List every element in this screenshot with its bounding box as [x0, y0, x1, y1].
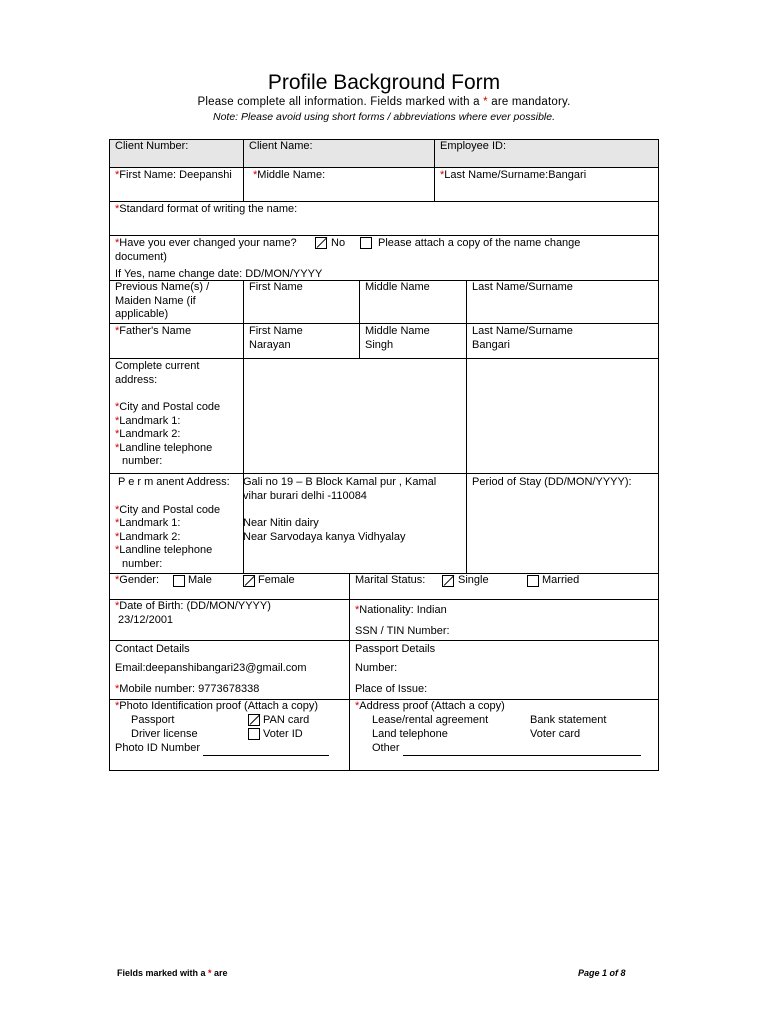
page-number: Page 1 of 8 [578, 968, 626, 978]
photo-id-number-field[interactable] [115, 742, 329, 756]
hline [109, 201, 659, 202]
father-middle-value: Singh [365, 338, 394, 351]
vline [434, 139, 435, 201]
changed-question-text: Have you ever changed your name? [119, 237, 297, 249]
landmark-1: *Landmark 1: [115, 414, 181, 427]
single-label: Single [458, 574, 489, 586]
dob-field[interactable]: *Date of Birth: (DD/MON/YYYY) 23/12/2001 [115, 600, 271, 626]
land-telephone-option[interactable]: Land telephone [372, 728, 448, 740]
no-checkbox[interactable] [315, 237, 327, 249]
client-name-label: Client Name: [249, 140, 313, 152]
standard-format-text: Standard format of writing the name: [119, 203, 298, 215]
perm-landline-number: number: [122, 557, 163, 570]
permanent-text: P e r m anent Address: [118, 476, 230, 488]
mobile-field[interactable]: *Mobile number: 9773678338 [115, 683, 260, 695]
footer-text: Fields marked with a [117, 968, 209, 978]
last-name-field[interactable]: *Last Name/Surname:Bangari [440, 169, 587, 181]
prev-last-name[interactable]: Last Name/Surname [472, 281, 573, 293]
fathers-name-label: *Father's Name [115, 325, 192, 337]
last-name-text: Last Name/Surname:Bangari [444, 169, 587, 181]
married-label: Married [542, 574, 580, 586]
header-row-shade [109, 139, 658, 167]
prev-names-line: applicable) [115, 308, 169, 320]
male-checkbox[interactable] [173, 575, 185, 587]
father-last-value: Bangari [472, 338, 510, 351]
driver-license-option: Driver license [131, 728, 198, 740]
middle-name-text: Middle Name: [257, 169, 326, 181]
first-name-field[interactable]: *First Name: Deepanshi [115, 169, 232, 181]
hline [109, 323, 659, 324]
name-change-date[interactable]: If Yes, name change date: DD/MON/YYYY [115, 268, 323, 280]
mobile-text: Mobile number: 9773678338 [119, 683, 260, 695]
permanent-address-value[interactable] [243, 476, 436, 544]
vline [466, 280, 467, 573]
hline [109, 139, 659, 140]
passport-option: Passport [131, 714, 175, 726]
landmark-2: *Landmark 2: [115, 428, 181, 440]
middle-name-field[interactable]: *Middle Name: [253, 169, 326, 181]
photo-id-number-label: Photo ID Number [115, 742, 200, 754]
perm-city-postal: *City and Postal code [115, 503, 221, 516]
address-proof-text: Address proof (Attach a copy) [359, 700, 505, 712]
instruction-text: Please complete all information. Fields marked with a [197, 96, 484, 108]
perm-landmark-2: *Landmark 2: [115, 530, 181, 543]
married-checkbox[interactable] [527, 575, 539, 587]
father-middle-name[interactable] [365, 325, 430, 352]
hline [109, 770, 659, 771]
nationality-text: Nationality: Indian [359, 604, 447, 616]
other-field[interactable] [372, 742, 641, 756]
vline [359, 280, 360, 358]
addr-line: Complete current [115, 360, 200, 372]
vline [243, 139, 244, 201]
email-field[interactable]: Email:deepanshibangari23@gmail.com [115, 662, 307, 674]
city-postal: *City and Postal code [115, 401, 221, 413]
addr-line: address: [115, 373, 158, 386]
perm-landmark-1: *Landmark 1: [115, 517, 181, 529]
prev-names-line: Previous Name(s) / [115, 281, 210, 293]
father-middle-label: Middle Name [365, 325, 430, 337]
place-of-issue-field[interactable]: Place of Issue: [355, 683, 428, 695]
passport-number-field[interactable]: Number: [355, 662, 398, 674]
instructions [0, 96, 768, 108]
contact-details-heading: Contact Details [115, 643, 190, 655]
gender-label: *Gender: [115, 574, 160, 586]
footer-note [117, 968, 228, 978]
hline [109, 235, 659, 236]
father-first-value: Narayan [249, 338, 291, 351]
landline: *Landline telephone [115, 441, 213, 454]
yes-checkbox[interactable] [360, 237, 372, 249]
hline [109, 358, 659, 359]
note: Note: Please avoid using short forms / abbreviations where ever possible. [212, 111, 555, 123]
footer-text-end: are [211, 968, 228, 978]
father-last-label: Last Name/Surname [472, 325, 573, 337]
perm-addr-line: vihar burari delhi -110084 [243, 489, 367, 502]
landline-number: number: [122, 455, 163, 467]
pan-card-checkbox[interactable] [248, 714, 260, 726]
fathers-name-text: Father's Name [119, 325, 192, 337]
employee-id-label: Employee ID: [440, 140, 507, 152]
first-name-text: First Name: Deepanshi [119, 169, 232, 181]
gender-text: Gender: [119, 574, 160, 586]
page-title: Profile Background Form [267, 71, 501, 94]
female-label: Female [258, 574, 295, 586]
nationality-field[interactable]: *Nationality: Indian [355, 604, 447, 616]
standard-format-field[interactable]: *Standard format of writing the name: [115, 203, 298, 215]
border-left [109, 139, 110, 771]
perm-landmark1-value: Near Nitin dairy [243, 517, 319, 529]
asterisk: * [483, 96, 488, 108]
dob-label: Date of Birth: (DD/MON/YYYY) [119, 600, 271, 612]
prev-middle-name[interactable]: Middle Name [365, 281, 430, 293]
previous-names-label [115, 281, 209, 322]
hline [109, 640, 659, 641]
photo-id-heading: *Photo Identification proof (Attach a copy) [115, 700, 319, 712]
perm-landline: *Landline telephone [115, 544, 213, 556]
attach-copy-text: Please attach a copy of the name change [378, 237, 581, 249]
father-first-label: First Name [249, 325, 303, 337]
client-number-label: Client Number: [115, 140, 189, 152]
photo-id-text: Photo Identification proof (Attach a copy) [119, 700, 319, 712]
perm-addr-line: Gali no 19 – B Block Kamal pur , Kamal [243, 476, 437, 488]
name-changed-question: *Have you ever changed your name? [115, 237, 297, 249]
other-line[interactable] [403, 745, 641, 756]
footer-star: * [208, 968, 212, 978]
voter-card-option[interactable]: Voter card [530, 728, 581, 740]
period-of-stay[interactable]: Period of Stay (DD/MON/YYYY): [472, 476, 632, 488]
voter-id-checkbox[interactable] [248, 728, 260, 740]
dob-value: 23/12/2001 [118, 613, 174, 626]
father-last-name[interactable] [472, 325, 573, 352]
perm-landmark2-value: Near Sarvodaya kanya Vidhyalay [243, 530, 406, 543]
lease-option[interactable]: Lease/rental agreement [372, 714, 489, 726]
hline [109, 473, 659, 474]
father-first-name[interactable] [249, 325, 303, 352]
marital-status-label: Marital Status: [355, 574, 426, 586]
passport-details-heading: Passport Details [355, 643, 436, 655]
no-label: No [331, 237, 346, 249]
male-label: Male [188, 574, 212, 586]
border-right [658, 139, 659, 771]
pan-card-label: PAN card [263, 714, 310, 726]
current-address-label [115, 360, 220, 469]
permanent-address-label [115, 476, 230, 571]
voter-id-label: Voter ID [263, 728, 303, 740]
photo-id-number-line[interactable] [203, 745, 329, 756]
hline [109, 167, 659, 168]
other-label: Other [372, 742, 400, 754]
prev-first-name[interactable]: First Name [249, 281, 303, 293]
vline [349, 573, 350, 770]
female-checkbox[interactable] [243, 575, 255, 587]
bank-statement-option[interactable]: Bank statement [530, 714, 607, 726]
prev-names-line: Maiden Name (if [115, 294, 196, 307]
instruction-text-end: are mandatory. [487, 96, 571, 108]
ssn-field[interactable]: SSN / TIN Number: [355, 625, 450, 637]
single-checkbox[interactable] [442, 575, 454, 587]
attach-copy-text-2: document) [115, 251, 167, 263]
address-proof-heading: *Address proof (Attach a copy) [355, 700, 505, 712]
